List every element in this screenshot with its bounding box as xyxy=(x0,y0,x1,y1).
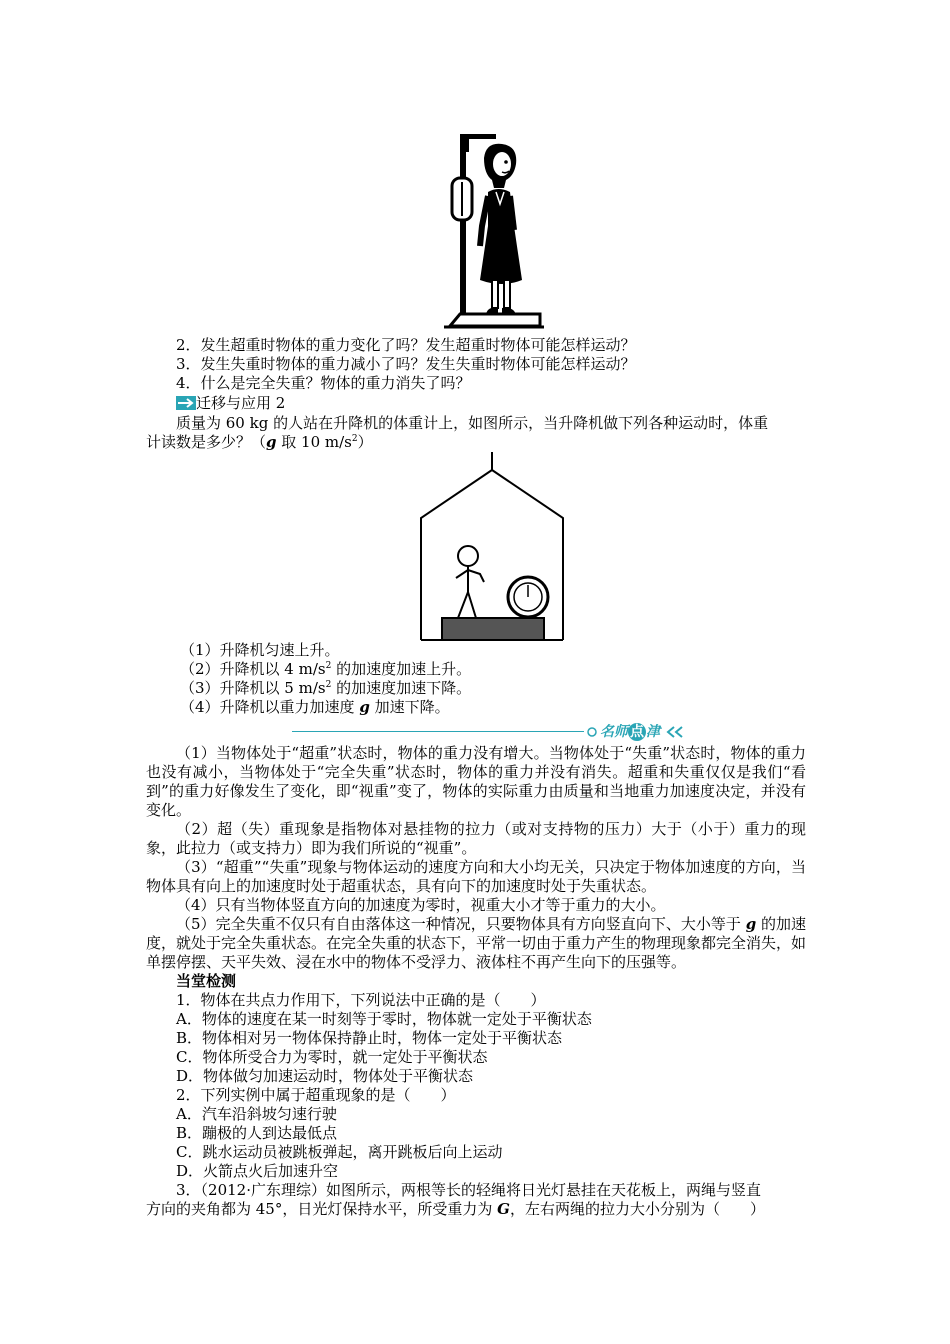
transfer-item-3: （3）升降机以 5 $m/s^2$ 的加速度加速下降。 xyxy=(180,679,472,697)
transfer-title: 迁移与应用 2 xyxy=(196,394,286,412)
banner-chevrons-icon xyxy=(664,726,688,738)
banner-dot-icon xyxy=(586,726,598,738)
q1-option-d: D．物体做匀加速运动时，物体处于平衡状态 xyxy=(176,1067,474,1085)
banner-rule xyxy=(292,731,584,732)
check-question-1: 1．物体在共点力作用下，下列说法中正确的是（ ） xyxy=(176,991,546,1009)
q1-option-c: C．物体所受合力为零时，就一定处于平衡状态 xyxy=(176,1048,488,1066)
q1-option-a: A．物体的速度在某一时刻等于零时，物体就一定处于平衡状态 xyxy=(176,1010,592,1028)
question-4: 4．什么是完全失重？物体的重力消失了吗？ xyxy=(176,374,471,392)
transfer-stem-line1: 质量为 60 kg 的人站在升降机的体重计上，如图所示，当升降机做下列各种运动时，体重 xyxy=(176,414,769,432)
note-4: （4）只有当物体竖直方向的加速度为零时，视重大小才等于重力的大小。 xyxy=(176,896,666,914)
note-1: （1）当物体处于“超重”状态时，物体的重力没有增大。当物体处于“失重”状态时，物体的重力也没有减小，当物体处于“完全失重”状态时，物体的重力并没有消失。超重和失重仅仅是我们“看到”的重力好像发生了变化，即“视重”变了，物体的实际重力由质量和当地重力加速度决定，并没有变化。 xyxy=(146,744,806,819)
q2-option-a: A．汽车沿斜坡匀速行驶 xyxy=(176,1105,337,1123)
transfer-heading xyxy=(176,394,836,413)
transfer-item-4: （4）升降机以重力加速度 g 加速下降。 xyxy=(180,698,450,716)
check-question-2: 2．下列实例中属于超重现象的是（ ） xyxy=(176,1086,456,1104)
check-question-3-line2: 方向的夹角都为 45°，日光灯保持水平，所受重力为 G，左右两绳的拉力大小分别为（ ） xyxy=(146,1200,765,1218)
arrow-right-icon xyxy=(176,396,196,410)
note-3: （3）“超重”“失重”现象与物体运动的速度方向和大小均无关，只决定于物体加速度的方向，当物体具有向上的加速度时处于超重状态，具有向下的加速度时处于失重状态。 xyxy=(146,858,806,895)
banner-label xyxy=(600,722,660,742)
q2-option-c: C．跳水运动员被跳板弹起，离开跳板后向上运动 xyxy=(176,1143,503,1161)
q2-option-b: B．蹦极的人到达最低点 xyxy=(176,1124,338,1142)
banner-label-text: 名师 点 津 xyxy=(600,724,660,740)
question-2: 2．发生超重时物体的重力变化了吗？发生超重时物体可能怎样运动？ xyxy=(176,336,636,354)
note-5: （5）完全失重不仅只有自由落体这一种情况，只要物体具有方向竖直向下、大小等于 g 的加速度，就处于完全失重状态。在完全失重的状态下，平常一切由于重力产生的物理现象都完全消失，如单摆停摆、天平失效、浸在水中的物体不受浮力、液体柱不再产生向下的压强等。 xyxy=(146,915,807,971)
q1-option-b: B．物体相对另一物体保持静止时，物体一定处于平衡状态 xyxy=(176,1029,563,1047)
transfer-item-2: （2）升降机以 4 $m/s^2$ 的加速度加速上升。 xyxy=(180,660,472,678)
check-question-3-line1: 3．（2012·广东理综）如图所示，两根等长的轻绳将日光灯悬挂在天花板上，两绳与竖直 xyxy=(176,1181,761,1199)
question-3: 3．发生失重时物体的重力减小了吗？发生失重时物体可能怎样运动？ xyxy=(176,355,636,373)
woman-on-scale-figure xyxy=(440,130,550,330)
note-2: （2）超（失）重现象是指物体对悬挂物的拉力（或对支持物的压力）大于（小于）重力的现象，此拉力（或支持力）即为我们所说的“视重”。 xyxy=(146,820,806,857)
transfer-stem-line2: 计读数是多少？（g 取 10 $m/s^2$） xyxy=(146,433,373,451)
elevator-figure xyxy=(418,452,568,644)
tips-banner xyxy=(292,722,692,742)
check-heading: 当堂检测 xyxy=(176,972,237,990)
transfer-item-1: （1）升降机匀速上升。 xyxy=(180,641,340,659)
q2-option-d: D．火箭点火后加速升空 xyxy=(176,1162,339,1180)
